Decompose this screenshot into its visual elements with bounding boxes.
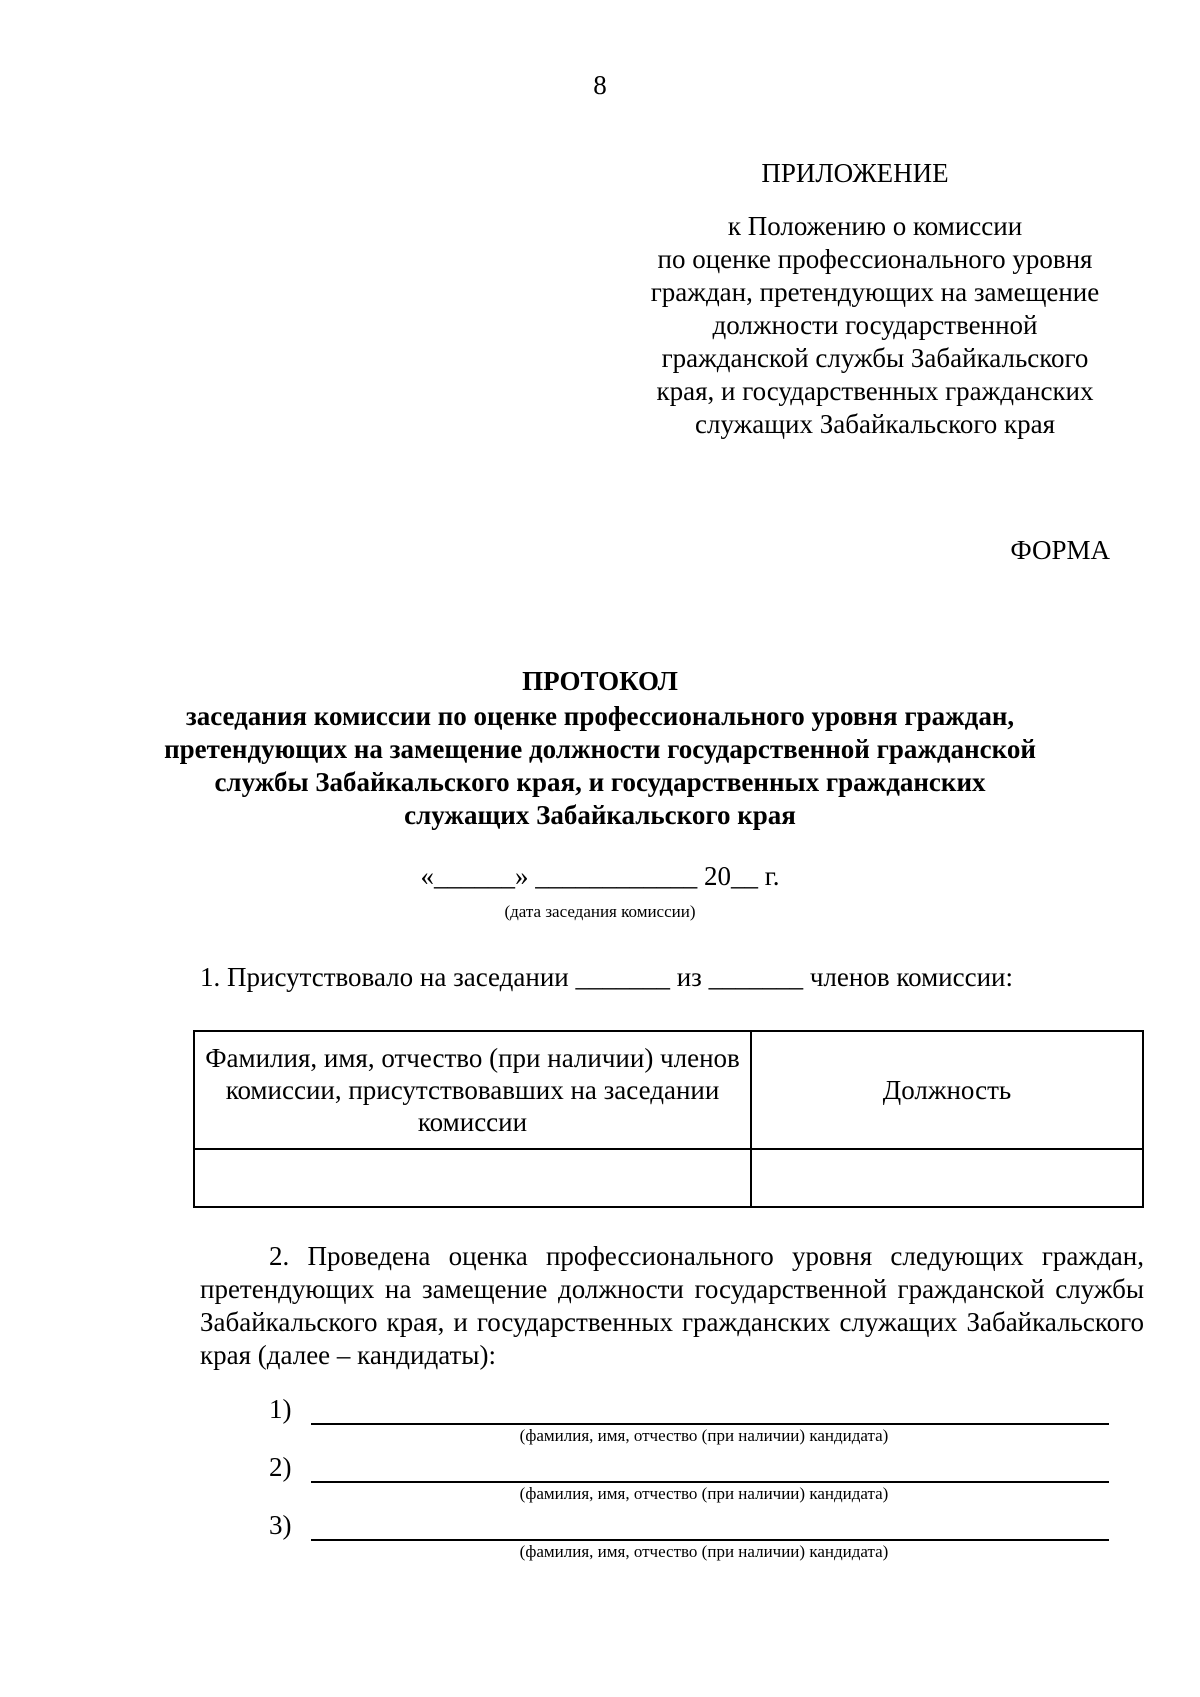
candidate-entry <box>269 1394 1109 1425</box>
protocol-subtitle-line: службы Забайкальского края, и государственных гражданских <box>214 767 986 797</box>
protocol-subtitle-line: служащих Забайкальского края <box>404 800 796 830</box>
table-header-name: Фамилия, имя, отчество (при наличии) членов комиссии, присутствовавших на заседании комиссии <box>194 1031 751 1149</box>
appendix-line: к Положению о комиссии <box>727 211 1023 241</box>
appendix-line: края, и государственных гражданских <box>656 376 1094 406</box>
table-header-row <box>194 1031 1143 1149</box>
candidate-name-line <box>311 1455 1109 1483</box>
meeting-date-field: «______» ____________ 20__ г. <box>420 861 780 891</box>
protocol-title: ПРОТОКОЛ <box>522 666 678 696</box>
appendix-title: ПРИЛОЖЕНИЕ <box>761 158 949 188</box>
meeting-date-caption: (дата заседания комиссии) <box>504 902 696 921</box>
table-header-position: Должность <box>751 1031 1143 1149</box>
appendix-line: должности государственной <box>712 310 1038 340</box>
protocol-subtitle-line: заседания комиссии по оценке профессионального уровня граждан, <box>185 701 1015 731</box>
table-cell-name <box>194 1149 751 1207</box>
attendance-statement: 1. Присутствовало на заседании _______ из _______ членов комиссии: <box>200 962 1013 992</box>
table-cell-position <box>751 1149 1143 1207</box>
candidate-entry <box>269 1510 1109 1541</box>
candidate-caption: (фамилия, имя, отчество (при наличии) кандидата) <box>519 1542 889 1561</box>
candidate-caption: (фамилия, имя, отчество (при наличии) кандидата) <box>519 1426 889 1445</box>
candidate-name-line <box>311 1397 1109 1425</box>
page-number: 8 <box>593 70 607 100</box>
form-label: ФОРМА <box>1010 535 1110 565</box>
protocol-subtitle-line: претендующих на замещение должности государственной гражданской <box>164 734 1036 764</box>
table-row <box>194 1149 1143 1207</box>
protocol-subtitle <box>0 700 1200 832</box>
candidate-entry <box>269 1452 1109 1483</box>
appendix-description <box>640 210 1110 441</box>
appendix-line: граждан, претендующих на замещение <box>650 277 1100 307</box>
appendix-line: по оценке профессионального уровня <box>657 244 1093 274</box>
assessment-statement: 2. Проведена оценка профессионального уровня следующих граждан, претендующих на замещение должности государственной гражданской службы Забайкальского края, и государственных гражданских служащих Забайкальского края (далее – кандидаты): <box>200 1241 1144 1370</box>
members-table <box>193 1030 1144 1208</box>
candidate-number: 3) <box>269 1510 292 1540</box>
candidate-name-line <box>311 1513 1109 1541</box>
candidate-caption: (фамилия, имя, отчество (при наличии) кандидата) <box>519 1484 889 1503</box>
appendix-line: служащих Забайкальского края <box>694 409 1056 439</box>
appendix-line: гражданской службы Забайкальского <box>661 343 1089 373</box>
candidate-number: 2) <box>269 1452 292 1482</box>
candidate-number: 1) <box>269 1394 292 1424</box>
